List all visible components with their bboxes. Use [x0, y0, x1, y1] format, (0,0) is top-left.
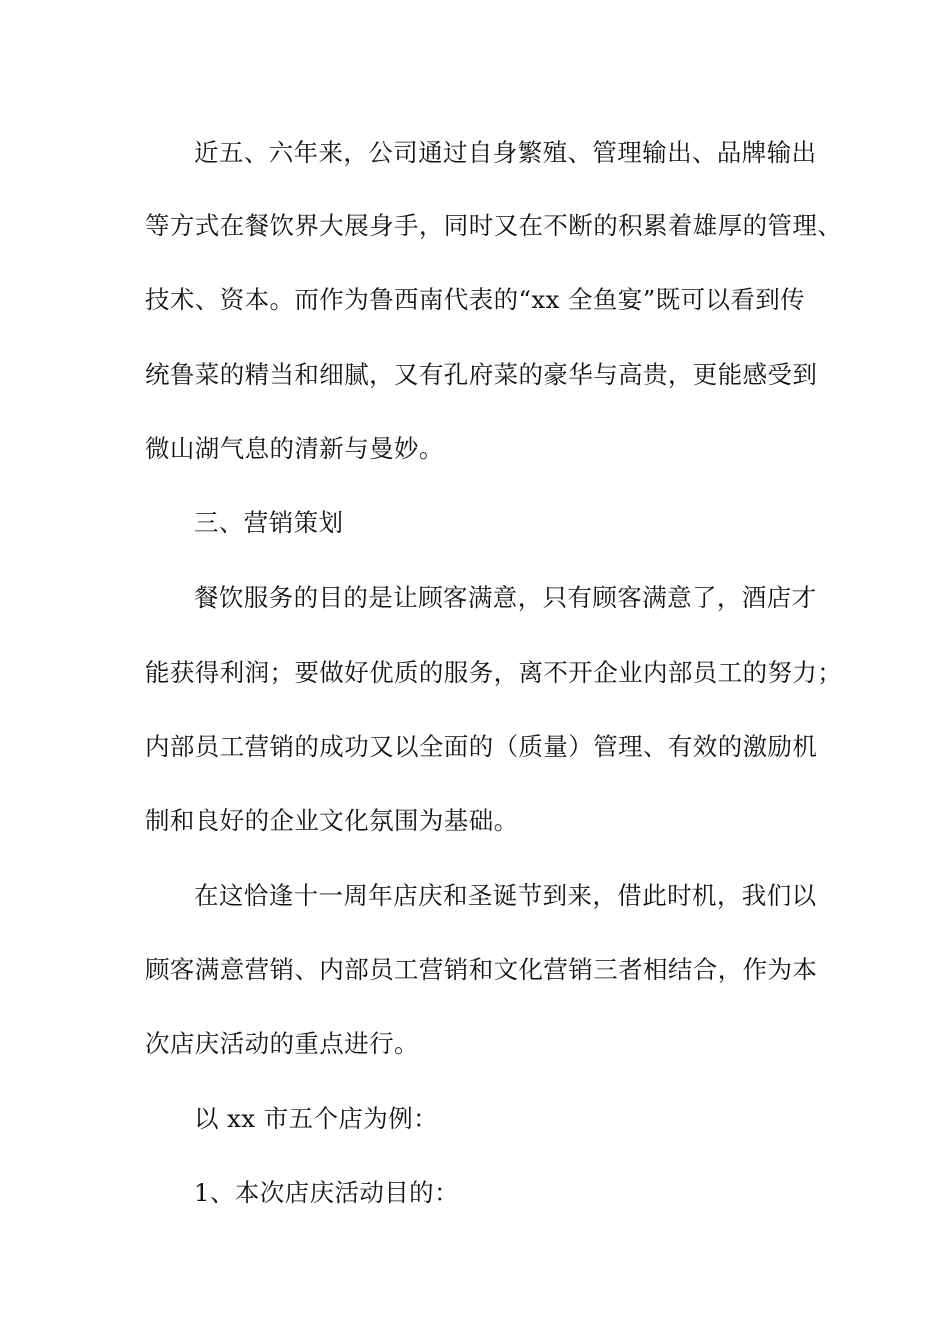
numbered-item-1: 1、本次店庆活动目的： — [194, 1178, 459, 1207]
paragraph-1-line-3: 技术、资本。而作为鲁西南代表的“xx 全鱼宴”既可以看到传 — [145, 285, 806, 314]
paragraph-2-line-1: 餐饮服务的目的是让顾客满意，只有顾客满意了，酒店才 — [194, 583, 817, 612]
section-heading: 三、营销策划 — [194, 508, 344, 537]
paragraph-1-line-5: 微山湖气息的清新与曼妙。 — [145, 434, 444, 463]
paragraph-2-line-2: 能获得利润；要做好优质的服务，离不开企业内部员工的努力； — [145, 658, 843, 687]
paragraph-1-line-1: 近五、六年来，公司通过自身繁殖、管理输出、品牌输出 — [194, 138, 817, 167]
paragraph-3-line-1: 在这恰逢十一周年店庆和圣诞节到来，借此时机，我们以 — [194, 881, 817, 910]
paragraph-2-line-4: 制和良好的企业文化氛围为基础。 — [145, 806, 519, 835]
paragraph-2-line-3: 内部员工营销的成功又以全面的（质量）管理、有效的激励机 — [145, 732, 818, 761]
paragraph-1-line-2: 等方式在餐饮界大展身手，同时又在不断的积累着雄厚的管理、 — [145, 211, 843, 240]
paragraph-3-line-3: 次店庆活动的重点进行。 — [145, 1029, 419, 1058]
paragraph-3-line-2: 顾客满意营销、内部员工营销和文化营销三者相结合，作为本 — [145, 955, 818, 984]
paragraph-1-line-4: 统鲁菜的精当和细腻，又有孔府菜的豪华与高贵，更能感受到 — [145, 360, 818, 389]
paragraph-4-line-1: 以 xx 市五个店为例： — [194, 1104, 439, 1133]
